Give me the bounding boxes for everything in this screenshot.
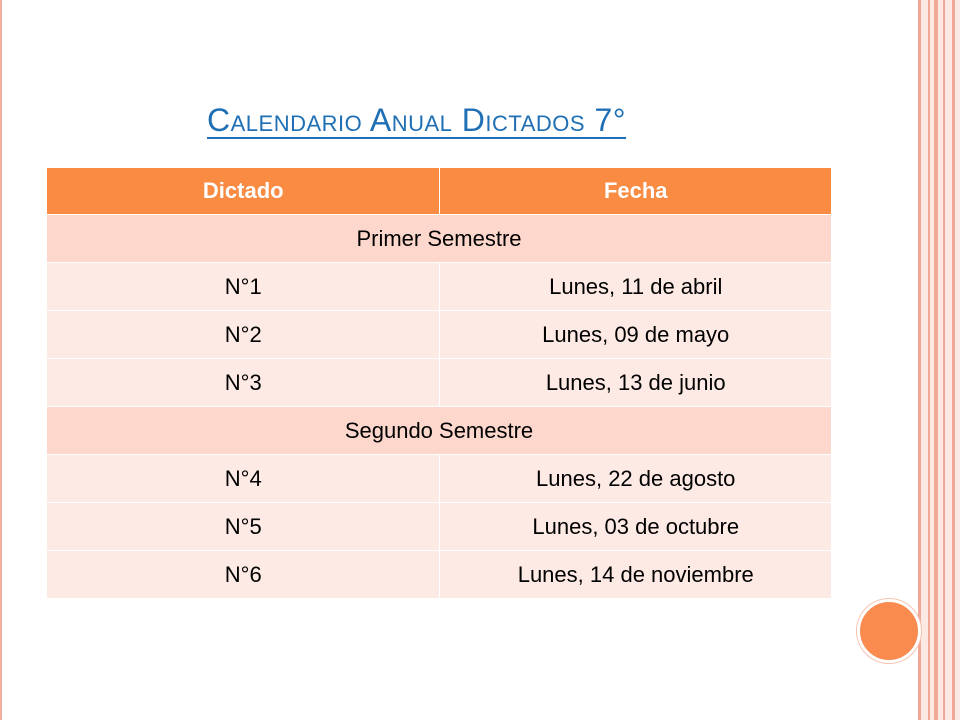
table-header-row bbox=[47, 168, 831, 215]
fecha-cell: Lunes, 11 de abril bbox=[440, 263, 831, 311]
dictado-cell: N°3 bbox=[47, 359, 440, 407]
section-row-first-semester bbox=[47, 215, 831, 263]
left-border-stripe bbox=[0, 0, 2, 720]
right-decorative-stripes bbox=[918, 0, 960, 720]
dictado-cell: N°1 bbox=[47, 263, 440, 311]
fecha-cell: Lunes, 09 de mayo bbox=[440, 311, 831, 359]
section-label: Segundo Semestre bbox=[47, 407, 831, 455]
table-row bbox=[47, 503, 831, 551]
decorative-circle bbox=[857, 599, 921, 663]
stripe bbox=[943, 0, 945, 720]
fecha-cell: Lunes, 22 de agosto bbox=[440, 455, 831, 503]
table-row bbox=[47, 455, 831, 503]
header-dictado: Dictado bbox=[47, 168, 440, 215]
table-row bbox=[47, 359, 831, 407]
section-label: Primer Semestre bbox=[47, 215, 831, 263]
section-row-second-semester bbox=[47, 407, 831, 455]
fecha-cell: Lunes, 03 de octubre bbox=[440, 503, 831, 551]
header-fecha: Fecha bbox=[440, 168, 831, 215]
stripe bbox=[918, 0, 921, 720]
stripe bbox=[928, 0, 930, 720]
dictado-cell: N°5 bbox=[47, 503, 440, 551]
slide-title: Calendario Anual Dictados 7° bbox=[207, 102, 627, 138]
table-row bbox=[47, 551, 831, 599]
dictation-calendar-table bbox=[47, 168, 831, 598]
stripe bbox=[934, 0, 938, 720]
stripe bbox=[952, 0, 955, 720]
dictado-cell: N°6 bbox=[47, 551, 440, 599]
dictado-cell: N°2 bbox=[47, 311, 440, 359]
fecha-cell: Lunes, 14 de noviembre bbox=[440, 551, 831, 599]
fecha-cell: Lunes, 13 de junio bbox=[440, 359, 831, 407]
table-row bbox=[47, 311, 831, 359]
dictado-cell: N°4 bbox=[47, 455, 440, 503]
table-row bbox=[47, 263, 831, 311]
